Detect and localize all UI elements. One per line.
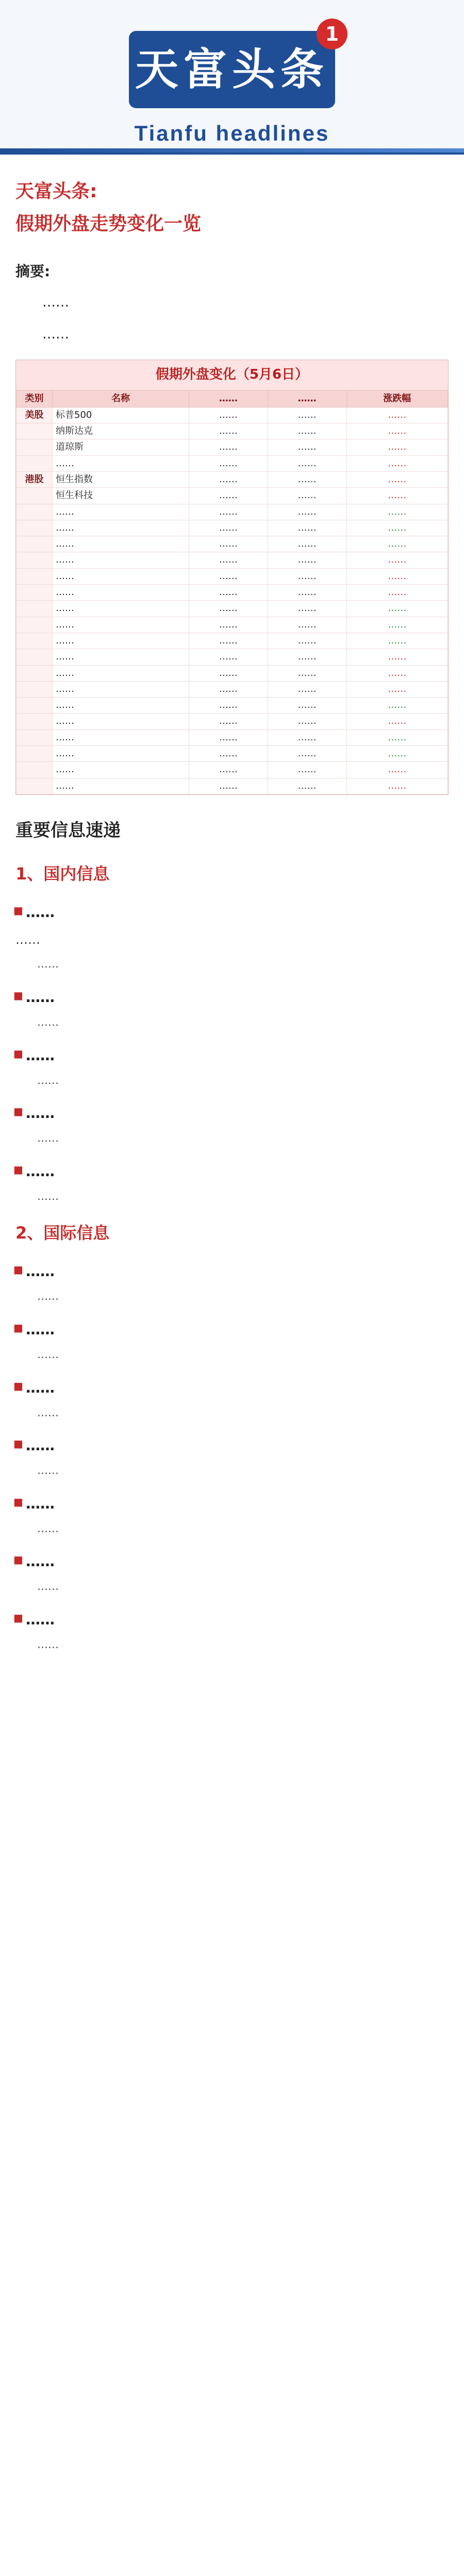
table-name-cell: …… [53, 714, 189, 730]
table-row [16, 746, 448, 762]
table-change-cell: …… [346, 762, 448, 778]
table-name-cell: …… [53, 504, 189, 520]
table-value-cell: …… [268, 504, 346, 520]
summary-label: 摘要: [15, 263, 51, 280]
table-value-cell: …… [268, 601, 346, 617]
news-item-body: …… [37, 958, 59, 971]
table-value-cell: …… [268, 439, 346, 455]
news-item-body: …… [37, 1132, 59, 1145]
table-value-cell: …… [268, 746, 346, 762]
table-value-cell: …… [189, 698, 268, 714]
table-change-cell: …… [346, 714, 448, 730]
table-value-cell: …… [189, 746, 268, 762]
table-value-cell: …… [268, 665, 346, 681]
table-change-cell: …… [346, 423, 448, 439]
news-item-body: …… [37, 1190, 59, 1202]
table-header-cell: 涨跌幅 [346, 390, 448, 407]
table-category-cell [16, 455, 53, 471]
table-change-cell: …… [346, 746, 448, 762]
table-value-cell: …… [189, 471, 268, 487]
table-category-cell [16, 649, 53, 665]
table-row [16, 455, 448, 471]
table-value-cell: …… [268, 714, 346, 730]
table-name-cell: …… [53, 617, 189, 633]
table-change-cell: …… [346, 601, 448, 617]
table-change-cell: …… [346, 504, 448, 520]
table-change-cell: …… [346, 585, 448, 601]
table-value-cell: …… [189, 536, 268, 552]
news-item-title: ■ …… [15, 1433, 449, 1458]
table-row [16, 488, 448, 504]
table-header-cell: …… [268, 390, 346, 407]
table-name-cell: …… [53, 601, 189, 617]
table-row [16, 778, 448, 794]
table-value-cell: …… [189, 488, 268, 504]
table-name-cell: …… [53, 552, 189, 568]
news-item-body: …… [37, 1464, 59, 1477]
table-value-cell: …… [189, 730, 268, 745]
table-value-cell: …… [189, 665, 268, 681]
table-category-cell [16, 552, 53, 568]
news-item-title: ■ …… [15, 1159, 449, 1184]
news-item-title: ■ …… [15, 1259, 449, 1284]
table-name-cell: 标普500 [53, 407, 189, 423]
masthead-stripe [0, 148, 464, 152]
table-category-cell [16, 714, 53, 730]
table-name-cell: 道琼斯 [53, 439, 189, 455]
table-header-cell: …… [189, 390, 268, 407]
table-row [16, 520, 448, 536]
table-value-cell: …… [268, 585, 346, 601]
news-item-body: …… [37, 1074, 59, 1087]
table-value-cell: …… [189, 423, 268, 439]
table-change-cell: …… [346, 488, 448, 504]
table-value-cell: …… [268, 520, 346, 536]
table-title: 假期外盘变化（5月6日） [16, 360, 448, 390]
table-value-cell: …… [268, 698, 346, 714]
table-category-cell: 美股 [16, 407, 53, 423]
table-row [16, 552, 448, 568]
table-change-cell: …… [346, 439, 448, 455]
table-name-cell: …… [53, 568, 189, 584]
table-value-cell: …… [268, 762, 346, 778]
table-change-cell: …… [346, 778, 448, 794]
table-name-cell: 恒生科技 [53, 488, 189, 504]
table-value-cell: …… [268, 633, 346, 649]
table-name-cell: …… [53, 633, 189, 649]
news-item-title: ■ …… [15, 1375, 449, 1400]
table-row [16, 568, 448, 584]
table-category-cell [16, 439, 53, 455]
table-category-cell [16, 730, 53, 745]
news-title: 重要信息速递 [15, 820, 121, 841]
table-value-cell: …… [268, 455, 346, 471]
table-category-cell [16, 617, 53, 633]
table-value-cell: …… [189, 649, 268, 665]
table-change-cell: …… [346, 536, 448, 552]
table-category-cell [16, 488, 53, 504]
table-header-cell: 类别 [16, 390, 53, 407]
table-category-cell [16, 423, 53, 439]
table-value-cell: …… [189, 552, 268, 568]
table-row [16, 633, 448, 649]
market-table [15, 360, 449, 795]
headline: 假期外盘走势变化一览 [15, 213, 202, 234]
table-change-cell: …… [346, 617, 448, 633]
table-change-cell: …… [346, 568, 448, 584]
news-item-body: …… [37, 1016, 59, 1029]
logo-text: 天富头条 [135, 44, 329, 95]
table-row [16, 681, 448, 697]
table-value-cell: …… [189, 601, 268, 617]
table-value-cell: …… [268, 681, 346, 697]
article-content [0, 155, 464, 1654]
news-item-title: ■ …… [15, 1549, 449, 1574]
table-row [16, 730, 448, 745]
table-category-cell [16, 633, 53, 649]
table-row [16, 423, 448, 439]
table [16, 390, 448, 794]
table-body [16, 407, 448, 794]
table-row [16, 439, 448, 455]
table-category-cell [16, 536, 53, 552]
table-change-cell: …… [346, 455, 448, 471]
news-item-title: ■ …… [15, 1607, 449, 1632]
logo-number-badge: 1 [317, 19, 347, 49]
news-item-title: ■ …… [15, 900, 449, 925]
news-item-title: ■ …… [15, 1491, 449, 1516]
table-value-cell: …… [268, 423, 346, 439]
table-name-cell: …… [53, 585, 189, 601]
table-name-cell: …… [53, 649, 189, 665]
table-value-cell: …… [189, 617, 268, 633]
table-value-cell: …… [268, 778, 346, 794]
table-row [16, 649, 448, 665]
table-value-cell: …… [189, 407, 268, 423]
table-row [16, 698, 448, 714]
table-value-cell: …… [189, 504, 268, 520]
table-value-cell: …… [268, 471, 346, 487]
table-value-cell: …… [189, 439, 268, 455]
table-change-cell: …… [346, 649, 448, 665]
table-value-cell: …… [268, 730, 346, 745]
table-name-cell: 恒生指数 [53, 471, 189, 487]
logo-english: Tianfu headlines [134, 121, 330, 145]
table-category-cell [16, 762, 53, 778]
summary-paragraph: …… [42, 326, 69, 342]
table-category-cell [16, 778, 53, 794]
table-change-cell: …… [346, 407, 448, 423]
table-header-cell: 名称 [53, 390, 189, 407]
table-name-cell: …… [53, 746, 189, 762]
news-section-head: 2、国际信息 [15, 1223, 110, 1243]
table-category-cell: 港股 [16, 471, 53, 487]
table-value-cell: …… [268, 536, 346, 552]
logo-box [129, 22, 339, 108]
table-header-row [16, 390, 448, 407]
table-category-cell [16, 665, 53, 681]
table-name-cell: …… [53, 730, 189, 745]
table-row [16, 601, 448, 617]
table-category-cell [16, 698, 53, 714]
table-value-cell: …… [189, 568, 268, 584]
summary [15, 291, 449, 346]
table-change-cell: …… [346, 681, 448, 697]
table-change-cell: …… [346, 552, 448, 568]
table-category-cell [16, 601, 53, 617]
news-sections [15, 859, 449, 1653]
table-change-cell: …… [346, 520, 448, 536]
table-value-cell: …… [189, 778, 268, 794]
table-category-cell [16, 520, 53, 536]
table-name-cell: …… [53, 455, 189, 471]
masthead [0, 0, 464, 155]
table-value-cell: …… [189, 714, 268, 730]
table-value-cell: …… [268, 407, 346, 423]
news-item-title: ■ …… [15, 1317, 449, 1342]
table-value-cell: …… [268, 568, 346, 584]
table-change-cell: …… [346, 471, 448, 487]
kicker: 天富头条: [15, 181, 97, 202]
table-value-cell: …… [189, 681, 268, 697]
table-value-cell: …… [189, 585, 268, 601]
news-item-title: ■ …… [15, 1043, 449, 1068]
table-name-cell: 纳斯达克 [53, 423, 189, 439]
news-section-head: 1、国内信息 [15, 864, 110, 884]
table-name-cell: …… [53, 536, 189, 552]
table-row [16, 617, 448, 633]
table-row [16, 585, 448, 601]
table-change-cell: …… [346, 633, 448, 649]
table-row [16, 665, 448, 681]
news-item-body: …… [37, 1406, 59, 1419]
news-item-body: …… [37, 1522, 59, 1535]
table-value-cell: …… [189, 762, 268, 778]
news-item-title: ■ …… [15, 985, 449, 1010]
news-item-body: …… [37, 1580, 59, 1593]
table-value-cell: …… [268, 552, 346, 568]
table-category-cell [16, 746, 53, 762]
table-name-cell: …… [53, 520, 189, 536]
table-value-cell: …… [268, 617, 346, 633]
table-category-cell [16, 681, 53, 697]
table-row [16, 536, 448, 552]
table-name-cell: …… [53, 681, 189, 697]
news-item-body: …… [37, 1348, 59, 1361]
table-value-cell: …… [189, 633, 268, 649]
table-change-cell: …… [346, 665, 448, 681]
table-row [16, 504, 448, 520]
table-row [16, 407, 448, 423]
news-item-body: …… [37, 1290, 59, 1303]
table-name-cell: …… [53, 665, 189, 681]
table-value-cell: …… [189, 520, 268, 536]
table-name-cell: …… [53, 698, 189, 714]
table-row [16, 762, 448, 778]
table-category-cell [16, 504, 53, 520]
table-name-cell: …… [53, 762, 189, 778]
table-value-cell: …… [268, 488, 346, 504]
table-category-cell [16, 585, 53, 601]
table-category-cell [16, 568, 53, 584]
news-item-title: ■ …… [15, 1100, 449, 1126]
table-row [16, 471, 448, 487]
table-value-cell: …… [268, 649, 346, 665]
table-row [16, 714, 448, 730]
table-change-cell: …… [346, 698, 448, 714]
table-name-cell: …… [53, 778, 189, 794]
news-item-subtitle: …… [15, 933, 40, 947]
summary-paragraph: …… [42, 295, 69, 310]
news-item-body: …… [37, 1638, 59, 1651]
table-change-cell: …… [346, 730, 448, 745]
table-value-cell: …… [189, 455, 268, 471]
